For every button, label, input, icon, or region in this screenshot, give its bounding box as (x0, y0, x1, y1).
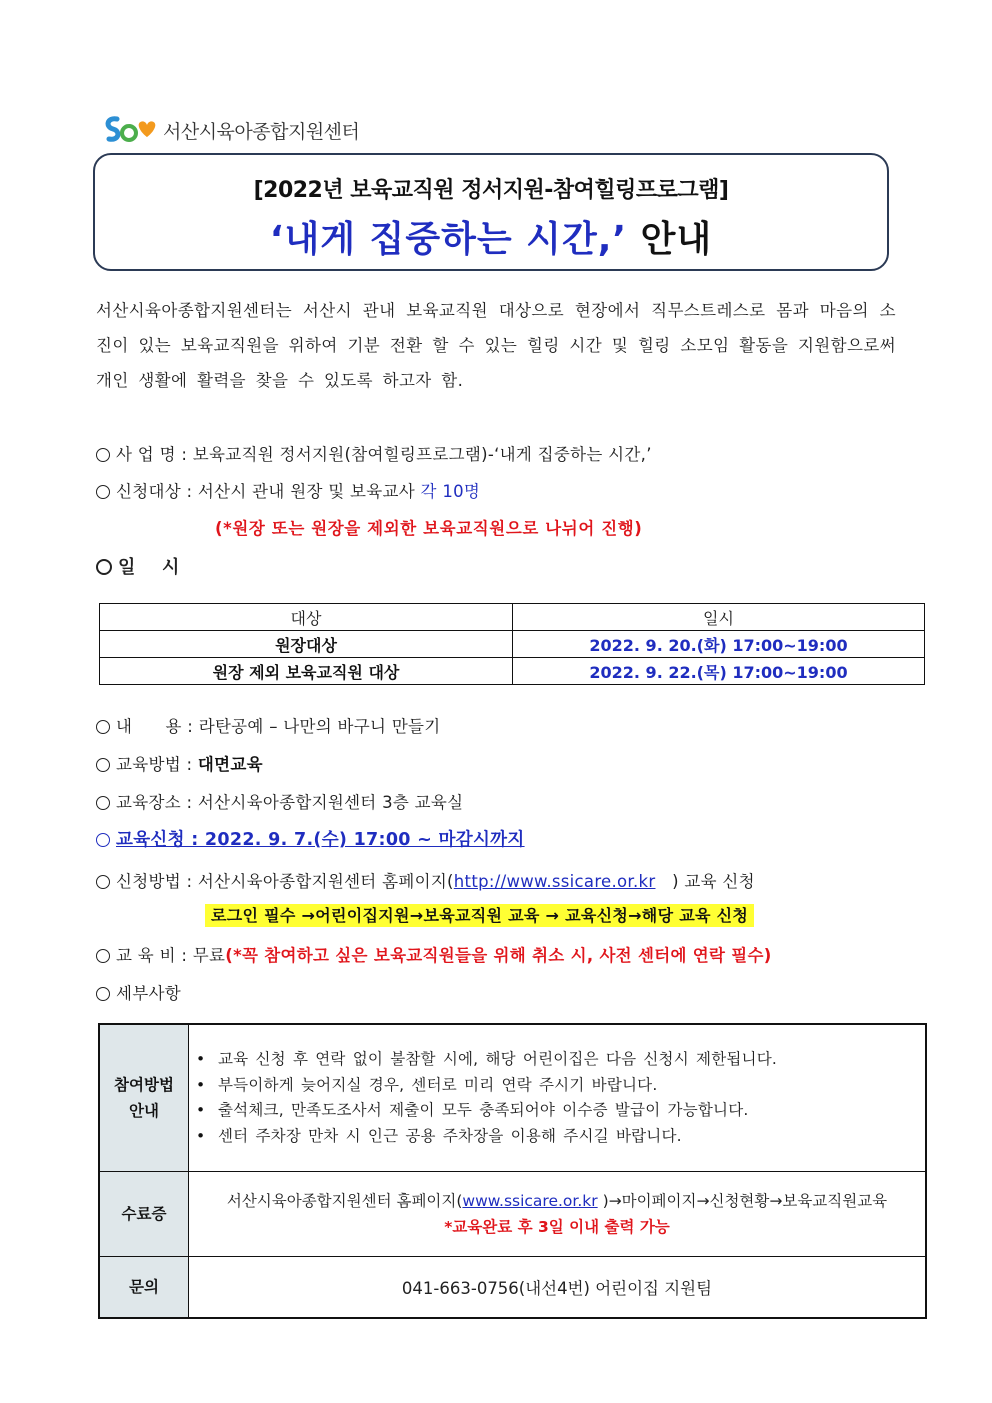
item-method-label: 교육방법 (116, 755, 181, 774)
list-item: • 부득이하게 늦어지실 경우, 센터로 미리 연락 주시기 바랍니다. (196, 1073, 924, 1099)
item-schedule-label: 일 시 (118, 557, 180, 578)
list-item: • 센터 주차장 만차 시 인근 공용 주차장을 이용해 주시길 바랍니다. (196, 1124, 924, 1150)
item-fee-value: 무료 (192, 946, 226, 965)
table-row (100, 631, 925, 658)
item-place: 교육장소 : 서산시육아종합지원센터 3층 교육실 (96, 789, 463, 813)
item-project-label: 사 업 명 (116, 445, 176, 464)
item-schedule (96, 553, 180, 579)
item-content-label: 내 용 (116, 717, 182, 736)
item-project: 사 업 명 : 보육교직원 정서지원(참여힐링프로그램)-‘내게 집중하는 시간,’ (96, 441, 652, 465)
center-logo (103, 112, 359, 148)
participation-content (189, 1024, 927, 1172)
item-target: 신청대상 : 서산시 관내 원장 및 보육교사 각 10명 (96, 478, 480, 502)
circle-bullet-icon (96, 720, 110, 734)
title-guide-word: 안내 (640, 219, 713, 260)
list-item: • 교육 신청 후 연락 없이 불참할 시에, 해당 어린이집은 다음 신청시 제한됩니다. (196, 1047, 924, 1073)
schedule-row-2-datetime: 2022. 9. 22.(목) 17:00~19:00 (513, 658, 925, 685)
title-program-name: ‘내게 집중하는 시간,’ (269, 219, 628, 260)
certificate-prefix: 서산시육아종합지원센터 홈페이지( (226, 1192, 463, 1210)
participation-label-1: 참여방법 (114, 1076, 174, 1094)
participation-label-2: 안내 (129, 1102, 159, 1120)
item-apply (96, 826, 525, 851)
item-method-value: 대면교육 (197, 755, 263, 774)
detail-row-participation (99, 1024, 926, 1172)
certificate-homepage-link[interactable]: www.ssicare.or.kr (462, 1192, 598, 1210)
item-content: 내 용 : 라탄공예 – 나만의 바구니 만들기 (96, 713, 441, 737)
apply-path-highlight (205, 903, 754, 926)
item-place-value: 서산시육아종합지원센터 3층 교육실 (197, 793, 464, 812)
contact-value: 041-663-0756(내선4번) 어린이집 지원팀 (189, 1257, 927, 1319)
schedule-row-2-target: 원장 제외 보육교직원 대상 (100, 658, 513, 685)
schedule-row-1-datetime: 2022. 9. 20.(화) 17:00~19:00 (513, 631, 925, 658)
certificate-suffix: )→마이페이지→신청현황→보육교직원교육 (602, 1192, 888, 1210)
schedule-header-row (100, 604, 925, 631)
apply-path-text: 로그인 필수 →어린이집지원→보육교직원 교육 → 교육신청→해당 교육 신청 (205, 904, 754, 927)
participation-label (99, 1024, 189, 1172)
circle-bullet-icon (96, 559, 112, 575)
item-fee: 교 육 비 : 무료(*꼭 참여하고 싶은 보육교직원들을 위해 취소 시, 사전 센터에 연락 필수) (96, 942, 772, 966)
item-apply-method-prefix: 서산시육아종합지원센터 홈페이지( (197, 872, 454, 891)
circle-bullet-icon (96, 758, 110, 772)
detail-row-contact (99, 1257, 926, 1319)
certificate-path (190, 1188, 924, 1214)
item-details-label: 세부사항 (116, 984, 181, 1003)
circle-bullet-icon (96, 485, 110, 499)
circle-bullet-icon (96, 987, 110, 1001)
circle-bullet-icon (96, 875, 110, 889)
item-apply-text: 교육신청 : 2022. 9. 7.(수) 17:00 ~ 마감시까지 (116, 830, 525, 850)
intro-paragraph: 서산시육아종합지원센터는 서산시 관내 보육교직원 대상으로 현장에서 직무스트레스로 몸과 마음의 소진이 있는 보육교직원을 위하여 기분 전환 할 수 있는 힐링 시간 및 힐링 소모임 활동을 지원함으로써 개인 생활에 활력을 찾을 수 있도록 하고자 함. (96, 301, 896, 390)
item-fee-label: 교 육 비 (116, 946, 176, 965)
participation-bullet-list (190, 1027, 924, 1169)
circle-bullet-icon (96, 796, 110, 810)
schedule-row-1-target: 원장대상 (100, 631, 513, 658)
detail-row-certificate (99, 1172, 926, 1257)
contact-label: 문의 (99, 1257, 189, 1319)
circle-bullet-icon (96, 448, 110, 462)
item-fee-note: (*꼭 참여하고 싶은 보육교직원들을 위해 취소 시, 사전 센터에 연락 필수) (225, 946, 772, 965)
table-row (100, 658, 925, 685)
center-logo-text: 서산시육아종합지원센터 (163, 120, 360, 143)
item-apply-method-suffix: ) 교육 신청 (672, 872, 755, 891)
item-target-value: 서산시 관내 원장 및 보육교사 (197, 482, 415, 501)
detail-table (98, 1023, 927, 1319)
title-box (93, 153, 889, 271)
circle-bullet-icon (96, 949, 110, 963)
item-place-label: 교육장소 (116, 793, 181, 812)
item-target-note: (*원장 또는 원장을 제외한 보육교직원으로 나뉘어 진행) (215, 519, 643, 538)
schedule-header-datetime: 일시 (513, 604, 925, 631)
item-project-value: 보육교직원 정서지원(참여힐링프로그램)-‘내게 집중하는 시간,’ (192, 445, 652, 464)
certificate-content (189, 1172, 927, 1257)
center-logo-icon (103, 113, 157, 147)
item-target-count: 각 10명 (420, 482, 481, 501)
item-apply-method: 신청방법 : 서산시육아종합지원센터 홈페이지(http://www.ssicare.or.kr ) 교육 신청 (96, 868, 755, 892)
item-details (96, 980, 181, 1004)
title-line-1: [2022년 보육교직원 정서지원-참여힐링프로그램] (253, 178, 729, 203)
item-apply-method-label: 신청방법 (116, 872, 181, 891)
list-item: • 출석체크, 만족도조사서 제출이 모두 충족되어야 이수증 발급이 가능합니다. (196, 1098, 924, 1124)
item-content-value: 라탄공예 – 나만의 바구니 만들기 (198, 717, 441, 736)
schedule-table (99, 603, 925, 685)
certificate-note: *교육완료 후 3일 이내 출력 가능 (444, 1218, 670, 1236)
title-line-2 (95, 211, 887, 262)
schedule-header-target: 대상 (100, 604, 513, 631)
certificate-label: 수료증 (99, 1172, 189, 1257)
circle-bullet-icon (96, 833, 110, 847)
homepage-link[interactable]: http://www.ssicare.or.kr (453, 872, 656, 891)
item-target-label: 신청대상 (116, 482, 181, 501)
item-method: 교육방법 : 대면교육 (96, 751, 263, 775)
